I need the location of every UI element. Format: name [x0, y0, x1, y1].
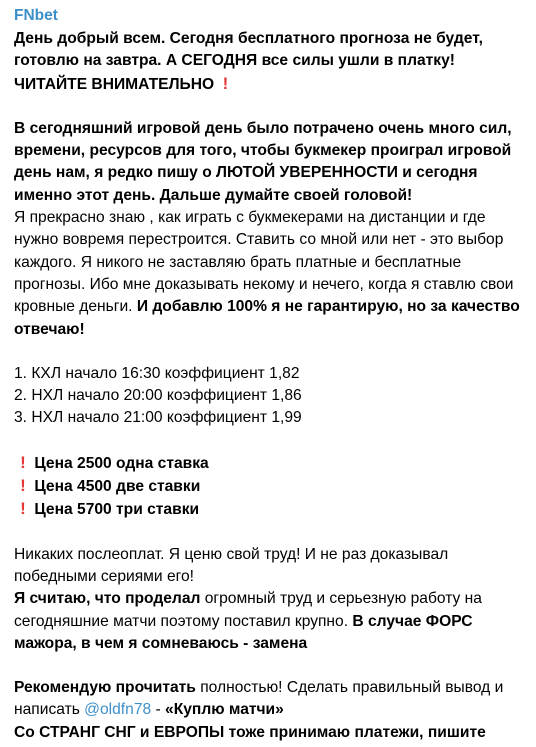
exclamation-icon: !	[20, 476, 26, 496]
price-text: Цена 5700 три ставки	[34, 501, 200, 519]
paragraph-terms	[14, 544, 524, 655]
force-majeure-text: В случае ФОРС мажора, в чем я сомневаюсь - замена	[14, 612, 473, 652]
read-carefully-text: ЧИТАЙТЕ ВНИМАТЕЛЬНО	[14, 75, 215, 93]
price-item	[14, 475, 524, 498]
dash-text: -	[151, 701, 166, 719]
prices-list	[14, 452, 524, 522]
match-item: 1. КХЛ начало 16:30 коэффициент 1,82	[14, 364, 300, 382]
price-text: Цена 4500 две ставки	[34, 478, 201, 496]
paragraph-main	[14, 118, 524, 341]
price-item	[14, 498, 524, 521]
spacer	[14, 522, 524, 544]
paragraph-intro	[14, 28, 524, 96]
exclamation-icon: !	[20, 452, 26, 472]
foreign-payments-text: Со СТРАНГ СНГ и ЕВРОПЫ тоже принимаю платежи, пишите	[14, 723, 486, 741]
matches-list	[14, 363, 524, 430]
recommend-text: полностью! Сделать правильный вывод и написать	[14, 679, 504, 719]
price-text: Цена 2500 одна ставка	[34, 454, 209, 472]
match-item: 3. НХЛ начало 21:00 коэффициент 1,99	[14, 409, 302, 427]
spacer	[14, 96, 524, 118]
sender-name[interactable]: FNbet	[14, 7, 58, 24]
spacer	[14, 655, 524, 677]
exclamation-icon: !	[222, 73, 229, 93]
paragraph-contact	[14, 677, 524, 744]
work-done-text: огромный труд и серьезную работу на сегодняшние матчи поэтому поставил крупно.	[14, 590, 482, 630]
recommend-bold: Рекомендую прочитать	[14, 679, 196, 697]
spacer	[14, 430, 524, 452]
message-text	[14, 28, 524, 744]
work-done-bold: Я считаю, что проделал	[14, 590, 201, 608]
explanation-text: Я прекрасно знаю , как играть с букмекерами на дистанции и где нужно вовремя перестроится. Ставить со мной или нет - это выбор каждого. Я никого не заставляю брать платные и бесплатные прогнозы. Ибо мне доказывать некому и нечего, когда я ставлю свои кровные деньги.	[14, 209, 514, 316]
guarantee-text: И добавлю 100% я не гарантирую, но за качество отвечаю!	[14, 298, 520, 338]
price-item	[14, 452, 524, 475]
intro-text: День добрый всем. Сегодня бесплатного прогноза не будет, готовлю на завтра. А СЕГОДНЯ все силы ушли в платку!	[14, 30, 483, 70]
confidence-text: В сегодняшний игровой день было потрачено очень много сил, времени, ресурсов для того, чтобы букмекер проиграл игровой день нам, я редко пишу о ЛЮТОЙ УВЕРЕННОСТИ и сегодня именно этот день. Дальше думайте своей головой!	[14, 119, 512, 204]
mention-link[interactable]: @oldfn78	[84, 701, 152, 719]
no-postpay-text: Никаких послеоплат. Я ценю свой труд! И не раз доказывал победными сериями его!	[14, 545, 449, 585]
exclamation-icon: !	[20, 499, 26, 519]
match-item: 2. НХЛ начало 20:00 коэффициент 1,86	[14, 387, 302, 405]
spacer	[14, 341, 524, 363]
buy-matches-text: «Куплю матчи»	[165, 701, 284, 719]
